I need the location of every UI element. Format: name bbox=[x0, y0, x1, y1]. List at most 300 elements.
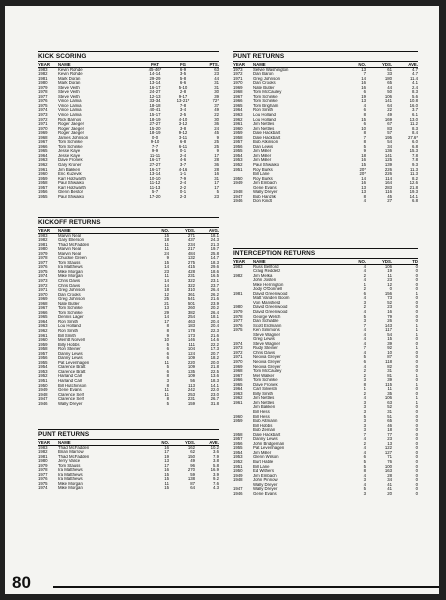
table-cell: 4-6 bbox=[179, 158, 187, 163]
table-cell: Scott Erdmann bbox=[253, 323, 282, 328]
table-cell: 2-2 bbox=[179, 185, 187, 190]
table-cell: 0-1 bbox=[179, 190, 187, 195]
table-cell: 1 bbox=[415, 396, 418, 401]
table-cell: 9 bbox=[166, 256, 169, 261]
table-cell: 6-9 bbox=[179, 67, 187, 72]
table-cell: 7.6 bbox=[213, 481, 219, 486]
table-cell: 31 bbox=[387, 410, 392, 414]
table-cell: 24-27 bbox=[149, 90, 161, 95]
table-cell: Tom Schinke bbox=[253, 94, 278, 99]
table-cell: 11 bbox=[164, 274, 169, 279]
table-cell: 19 bbox=[387, 269, 392, 274]
table-cell: 50 bbox=[387, 90, 392, 95]
table-cell: 1-1 bbox=[179, 172, 187, 177]
table-cell: Greg Lewis bbox=[253, 337, 275, 342]
table-cell: 14.1 bbox=[210, 383, 219, 388]
table-cell: Ira Matthews bbox=[58, 265, 83, 270]
table-cell: 19 bbox=[361, 94, 366, 99]
table-cell: 1961 bbox=[38, 333, 48, 338]
table-cell: 6.0 bbox=[412, 140, 418, 145]
table-cell: 116 bbox=[385, 190, 392, 195]
column-header: FG bbox=[169, 62, 197, 68]
table-cell: 141 bbox=[384, 99, 392, 104]
table-cell: 17 bbox=[164, 463, 169, 468]
table-cell: 1969 bbox=[233, 85, 243, 90]
column-header: AVE. bbox=[392, 62, 418, 68]
table-cell: 45 bbox=[387, 194, 392, 199]
table-cell: 18 bbox=[387, 428, 392, 433]
table-cell: Mel Walker bbox=[253, 373, 275, 378]
table-cell: Neovia Greyer bbox=[253, 355, 281, 360]
table-cell: 1954 bbox=[233, 450, 243, 455]
table-cell: 0 bbox=[415, 282, 418, 287]
table-cell: 428 bbox=[187, 269, 195, 274]
column-header: YEAR bbox=[38, 228, 58, 234]
table-cell: 33 bbox=[387, 72, 392, 77]
table-cell: 1958 bbox=[38, 347, 48, 352]
table-cell: 109 bbox=[187, 365, 195, 370]
table-cell: 6 bbox=[363, 455, 366, 460]
table-cell: 242 bbox=[187, 388, 195, 393]
table-cell: 0 bbox=[415, 455, 418, 460]
table-cell: 29 bbox=[164, 310, 169, 315]
table-cell: 1959 bbox=[233, 419, 243, 424]
table-cell: 1971 bbox=[233, 355, 243, 360]
table-cell: Ron Smith bbox=[253, 108, 274, 113]
table-cell: 1978 bbox=[38, 468, 48, 473]
table-cell: 0 bbox=[415, 269, 418, 274]
table-cell: Clarence Bratt bbox=[58, 369, 86, 374]
table-cell: 19 bbox=[164, 454, 169, 459]
table-cell: 2-4 bbox=[179, 181, 187, 186]
table-cell: Jesse Kaye bbox=[58, 149, 81, 154]
table-cell: Tom Schinke bbox=[253, 99, 278, 104]
table-cell: 16 bbox=[361, 181, 366, 186]
table-cell: Gene Evans bbox=[58, 388, 82, 393]
table-cell: 1959 bbox=[233, 131, 243, 136]
table-cell: 20.4 bbox=[210, 324, 219, 329]
table-cell: 1959 bbox=[38, 342, 48, 347]
table-cell: 23 bbox=[387, 437, 392, 442]
table-cell: 20.2 bbox=[210, 306, 219, 311]
table-cell: Ira Matthews bbox=[58, 468, 83, 473]
table-cell: 220 bbox=[187, 360, 195, 365]
table-cell: 79 bbox=[387, 314, 392, 319]
table-cell: 15-20 bbox=[149, 126, 161, 131]
column-header: TD bbox=[392, 259, 418, 265]
table-cell: 8 bbox=[166, 383, 169, 388]
table-cell: 21.6 bbox=[210, 297, 219, 302]
table-cell: Ron Smith bbox=[58, 328, 79, 333]
table-cell: 11.2 bbox=[409, 122, 418, 127]
table-cell: 27 bbox=[387, 199, 392, 204]
table-cell: Mike Morgan bbox=[58, 481, 83, 486]
table-cell: 12 bbox=[164, 292, 169, 297]
table-cell: 1965 bbox=[233, 103, 243, 108]
table-cell: 6 bbox=[363, 291, 366, 296]
table-cell: 65 bbox=[387, 81, 392, 86]
table-cell: 1974 bbox=[38, 486, 48, 491]
table-cell: David Greenwood bbox=[253, 309, 288, 314]
table-cell: 1957 bbox=[233, 437, 243, 442]
table-cell: 1979 bbox=[38, 463, 48, 468]
table-cell: 2 bbox=[363, 369, 366, 374]
table-cell: Mike Herrington bbox=[253, 282, 284, 287]
table-cell: 260 bbox=[187, 306, 195, 311]
table-cell: 0 bbox=[415, 309, 418, 314]
table-cell: 5.6 bbox=[412, 94, 418, 99]
table-cell: 3.8 bbox=[213, 459, 219, 464]
table-cell: 5-10 bbox=[178, 85, 188, 90]
table-cell: 1975 bbox=[38, 103, 48, 108]
table-cell: Jim Miller bbox=[253, 158, 272, 163]
table-cell: James Johnson bbox=[58, 135, 89, 140]
table-cell: 106 bbox=[384, 94, 392, 99]
table-cell: 17 bbox=[214, 181, 219, 186]
table-cell: 5.8 bbox=[213, 463, 219, 468]
table-cell: 1954 bbox=[233, 153, 243, 158]
table-cell: 0 bbox=[415, 319, 418, 324]
table-cell: 14.7 bbox=[210, 256, 219, 261]
table-cell: Bob Hanzlik bbox=[253, 194, 276, 199]
table-cell: 13.0 bbox=[409, 117, 418, 122]
table-cell: 1960 bbox=[233, 414, 243, 419]
table-cell: 4 bbox=[363, 450, 366, 455]
table-cell: 1958 bbox=[233, 432, 243, 437]
table-cell: 7 bbox=[363, 323, 366, 328]
table-cell: 27-27 bbox=[149, 162, 161, 167]
table-cell: 46 bbox=[387, 423, 392, 428]
table-cell: 0 bbox=[415, 419, 418, 424]
table-cell: 6 bbox=[363, 359, 366, 364]
table-cell: Marvin Neal bbox=[58, 251, 81, 256]
table-cell: 234 bbox=[187, 242, 195, 247]
table-cell: 1946 bbox=[38, 401, 48, 406]
table-cell: 3 bbox=[363, 419, 366, 424]
table-cell: 1982 bbox=[38, 72, 48, 77]
column-header: PAT bbox=[141, 62, 169, 68]
table-cell: 1973 bbox=[233, 346, 243, 351]
table-cell: 28 bbox=[387, 473, 392, 478]
table-cell: 1965 bbox=[233, 382, 243, 387]
table-cell: 8 bbox=[363, 194, 366, 199]
table-cell: 2 bbox=[363, 305, 366, 310]
table-cell: 15 bbox=[361, 162, 366, 167]
table-cell: 30 bbox=[214, 117, 219, 122]
table-cell: 9 bbox=[216, 135, 219, 140]
table-cell: 11 bbox=[164, 242, 169, 247]
table-cell: 139 bbox=[384, 162, 392, 167]
table-cell: 18.1 bbox=[210, 315, 219, 320]
table-cell: 39 bbox=[214, 94, 219, 99]
table-cell: 28 bbox=[214, 158, 219, 163]
table-cell: 1956 bbox=[233, 144, 243, 149]
column-header: YDS. bbox=[169, 440, 195, 446]
table-cell: 0 bbox=[415, 487, 418, 492]
table-cell: 11 bbox=[387, 273, 392, 278]
table-cell: 1957 bbox=[233, 140, 243, 145]
table-cell: 20* bbox=[359, 167, 366, 172]
table-cell: 1980 bbox=[38, 247, 48, 252]
table-cell: 18.3 bbox=[210, 379, 219, 383]
table-cell: 8 bbox=[166, 328, 169, 333]
table-cell: 15-17 bbox=[149, 112, 161, 117]
table-cell: 2 bbox=[363, 391, 366, 396]
table-cell: 1971 bbox=[38, 288, 48, 293]
column-header: AVG. bbox=[195, 228, 219, 234]
table-cell: 1 bbox=[415, 382, 418, 387]
table-cell: 135 bbox=[187, 369, 195, 374]
table-cell: 22 bbox=[387, 108, 392, 113]
table-cell: 1950 bbox=[38, 383, 48, 388]
table-cell: 44 bbox=[387, 85, 392, 90]
table-cell: 3.9 bbox=[213, 472, 219, 477]
table-cell: 1950 bbox=[233, 176, 243, 181]
table-cell: Wally Dreyer bbox=[253, 190, 278, 195]
table-cell: 141 bbox=[384, 153, 392, 158]
table-cell: Jim Nettles bbox=[253, 396, 275, 401]
table-cell: 39 bbox=[387, 341, 392, 346]
table-cell: Ron Smith bbox=[58, 319, 79, 324]
table-cell: Steve Wagner bbox=[253, 341, 281, 346]
table-cell: 5 bbox=[216, 190, 219, 195]
table-cell: 1971 bbox=[38, 122, 48, 127]
table-cell: 0 bbox=[415, 314, 418, 319]
table-cell: 1976 bbox=[233, 323, 243, 328]
table-cell: Thad McFadden bbox=[58, 242, 90, 247]
table-cell: Chris Davis bbox=[58, 278, 80, 283]
table-row bbox=[38, 486, 219, 491]
table-cell: 0 bbox=[415, 482, 418, 487]
table-cell: 1949 bbox=[38, 388, 48, 393]
interception-returns-section bbox=[233, 248, 418, 496]
table-cell: 9-9 bbox=[151, 149, 159, 154]
table-cell: 11.3 bbox=[409, 167, 418, 172]
table-cell: 16-17 bbox=[149, 158, 161, 163]
table-cell: Jim Nettles bbox=[253, 400, 275, 405]
table-cell: 6-11 bbox=[178, 144, 188, 149]
table-cell: Vince Lamia bbox=[58, 103, 82, 108]
table-cell: 1966 bbox=[38, 310, 48, 315]
table-cell: 322 bbox=[187, 283, 195, 288]
table-cell: 18-19 bbox=[149, 131, 161, 136]
table-cell: 4 bbox=[363, 482, 366, 487]
table-cell: 10.8 bbox=[409, 99, 418, 104]
table-cell: Billy Smith bbox=[253, 391, 274, 396]
table-cell: 1960 bbox=[233, 126, 243, 131]
table-cell: 63 bbox=[214, 67, 219, 72]
kickoff-returns-title: KICKOFF RETURNS bbox=[38, 217, 219, 228]
table-cell: Brian Marrow bbox=[58, 450, 84, 455]
table-cell: 4.3 bbox=[213, 486, 219, 491]
table-cell: 100 bbox=[384, 464, 392, 469]
table-cell: 3.7 bbox=[412, 108, 418, 113]
table-cell: 49 bbox=[387, 112, 392, 117]
table-cell: 1976 bbox=[38, 99, 48, 104]
table-cell: Karl Holzwarth bbox=[58, 185, 86, 190]
table-cell: 36 bbox=[214, 122, 219, 127]
table-cell: 12-13 bbox=[149, 94, 161, 99]
table-cell: Tom Stauss bbox=[58, 260, 81, 265]
table-cell: 0-1 bbox=[179, 149, 187, 154]
table-cell: Jim Melka bbox=[253, 273, 273, 278]
table-cell: Tom Schinke bbox=[253, 378, 278, 383]
table-cell: 3 bbox=[363, 423, 366, 428]
table-cell: 1946 bbox=[233, 199, 243, 204]
table-cell: 1972 bbox=[38, 117, 48, 122]
table-cell: 1971 bbox=[233, 76, 243, 81]
table-cell: 73 bbox=[387, 296, 392, 301]
table-cell: 52 bbox=[387, 300, 392, 305]
table-cell: 0 bbox=[415, 387, 418, 392]
table-cell: 4 bbox=[363, 341, 366, 346]
table-cell: Jody O'Donnell bbox=[253, 287, 283, 292]
table-cell: 2-3 bbox=[179, 194, 187, 199]
table-cell: 18.3 bbox=[210, 260, 219, 265]
table-cell: 13 bbox=[361, 67, 366, 72]
table-cell: 4 bbox=[363, 446, 366, 451]
table-cell: 1961 bbox=[233, 400, 243, 405]
column-header: NO. bbox=[149, 228, 169, 234]
table-cell: 3 bbox=[166, 379, 169, 383]
table-cell: 1967 bbox=[233, 373, 243, 378]
table-cell: 16-17 bbox=[149, 85, 161, 90]
table-cell: 10 bbox=[387, 350, 392, 355]
table-cell: 21.3 bbox=[210, 242, 219, 247]
table-cell: 275 bbox=[187, 260, 195, 265]
table-cell: 21 bbox=[164, 301, 169, 306]
table-cell: 1969 bbox=[38, 297, 48, 302]
table-cell: 4 bbox=[363, 337, 366, 342]
table-cell: Neovia Greyer bbox=[253, 359, 281, 364]
table-cell: 14 bbox=[361, 176, 366, 181]
table-cell: 1949 bbox=[233, 181, 243, 186]
table-cell: 24 bbox=[164, 251, 169, 256]
table-cell: Lou Holland bbox=[58, 324, 81, 329]
table-cell: 1977 bbox=[38, 94, 48, 99]
table-cell: Tom Schinke bbox=[58, 140, 83, 145]
table-cell: 14.6 bbox=[210, 338, 219, 343]
table-cell: 226 bbox=[384, 172, 392, 177]
table-cell: 1947 bbox=[233, 487, 243, 492]
column-header: YEAR bbox=[233, 62, 253, 68]
table-cell: Danny Lewis bbox=[58, 356, 83, 361]
table-cell: 8 bbox=[166, 397, 169, 402]
table-cell: Bob Zeman bbox=[253, 428, 276, 433]
table-cell: 22.3 bbox=[210, 328, 219, 333]
table-cell: 4 bbox=[363, 269, 366, 274]
table-cell: 1972 bbox=[38, 283, 48, 288]
table-cell: 25.8 bbox=[210, 251, 219, 256]
table-cell: 1964 bbox=[233, 387, 243, 392]
table-cell: 54 bbox=[387, 140, 392, 145]
table-cell: 1978 bbox=[233, 314, 243, 319]
table-cell: 44 bbox=[214, 76, 219, 81]
kick-scoring-section bbox=[38, 51, 219, 199]
table-cell: 0 bbox=[415, 300, 418, 305]
table-cell: Steve Veith bbox=[58, 85, 80, 90]
table-cell: 1962 bbox=[38, 328, 48, 333]
table-cell: 271 bbox=[187, 233, 195, 238]
table-row bbox=[38, 195, 219, 200]
table-cell: Selvie Washington bbox=[253, 67, 289, 72]
table-cell: 1976 bbox=[38, 477, 48, 482]
table-cell: 9 bbox=[363, 149, 366, 154]
table-cell: 0 bbox=[415, 264, 418, 269]
table-cell: Dan Crooks bbox=[58, 292, 81, 297]
table-cell: 136 bbox=[384, 149, 392, 154]
table-cell: John Josten bbox=[253, 278, 277, 283]
table-cell: 10.2 bbox=[210, 445, 219, 450]
punt-returns-bottom-title: PUNT RETURNS bbox=[38, 429, 219, 440]
table-cell: 169 bbox=[384, 117, 392, 122]
table-cell: 11.4 bbox=[409, 76, 418, 81]
table-cell: 14.1 bbox=[409, 194, 418, 199]
table-cell: 11.3 bbox=[409, 172, 418, 177]
table-cell: Ron Steiner bbox=[58, 347, 81, 352]
column-header: NAME bbox=[58, 440, 149, 446]
table-cell: Clarence Bratt bbox=[58, 365, 86, 370]
table-cell: 1970 bbox=[233, 359, 243, 364]
table-cell: 1975 bbox=[38, 269, 48, 274]
table-cell: 3-12 bbox=[178, 122, 188, 127]
table-cell: 1947 bbox=[38, 397, 48, 402]
table-cell: 16 bbox=[361, 158, 366, 163]
table-cell: 23.0 bbox=[210, 392, 219, 397]
table-cell: 15 bbox=[164, 260, 169, 265]
table-cell: 1 bbox=[415, 346, 418, 351]
table-cell: 0 bbox=[415, 414, 418, 419]
table-cell: 1951 bbox=[233, 167, 243, 172]
table-cell: 16 bbox=[361, 85, 366, 90]
table-cell: 2.4 bbox=[412, 85, 418, 90]
table-cell: 8 bbox=[166, 324, 169, 329]
table-cell: 25 bbox=[164, 297, 169, 302]
table-cell: 1981 bbox=[38, 454, 48, 459]
table-cell: 501 bbox=[187, 301, 195, 306]
table-cell: 18 bbox=[164, 238, 169, 243]
table-cell: 6-8 bbox=[179, 140, 187, 145]
table-cell: Dennis Lager bbox=[58, 315, 84, 320]
table-cell: 9-10 bbox=[150, 140, 160, 145]
table-cell: Don Kindt bbox=[253, 199, 272, 204]
table-cell: 1966 bbox=[233, 378, 243, 383]
table-cell: 1982 bbox=[233, 273, 243, 278]
table-cell: 76 bbox=[387, 460, 392, 465]
table-cell: 87 bbox=[387, 355, 392, 360]
interception-returns-table bbox=[233, 259, 418, 497]
table-cell: 14 bbox=[164, 283, 169, 288]
table-cell: Jerry Valice bbox=[58, 459, 81, 464]
table-cell: 22.2 bbox=[210, 342, 219, 347]
table-cell: Tom Stauss bbox=[58, 463, 81, 468]
table-cell: Carl Silvestri bbox=[253, 387, 278, 392]
table-cell: 361 bbox=[187, 292, 195, 297]
table-cell: 11 bbox=[164, 392, 169, 397]
punt-returns-top-table bbox=[233, 62, 418, 204]
table-cell: 2 bbox=[363, 287, 366, 292]
table-cell: 4-10 bbox=[178, 117, 188, 122]
table-cell: Craig Reddelz bbox=[253, 269, 281, 274]
table-cell: 19.7 bbox=[210, 247, 219, 252]
table-cell: 5 bbox=[363, 314, 366, 319]
table-cell: John Bridgeman bbox=[253, 441, 285, 446]
table-cell: 40-41 bbox=[149, 108, 161, 113]
table-cell: 0 bbox=[415, 469, 418, 474]
table-cell: 16-17 bbox=[149, 167, 161, 172]
table-cell: 15.3 bbox=[409, 149, 418, 154]
table-cell: 16 bbox=[164, 445, 169, 450]
